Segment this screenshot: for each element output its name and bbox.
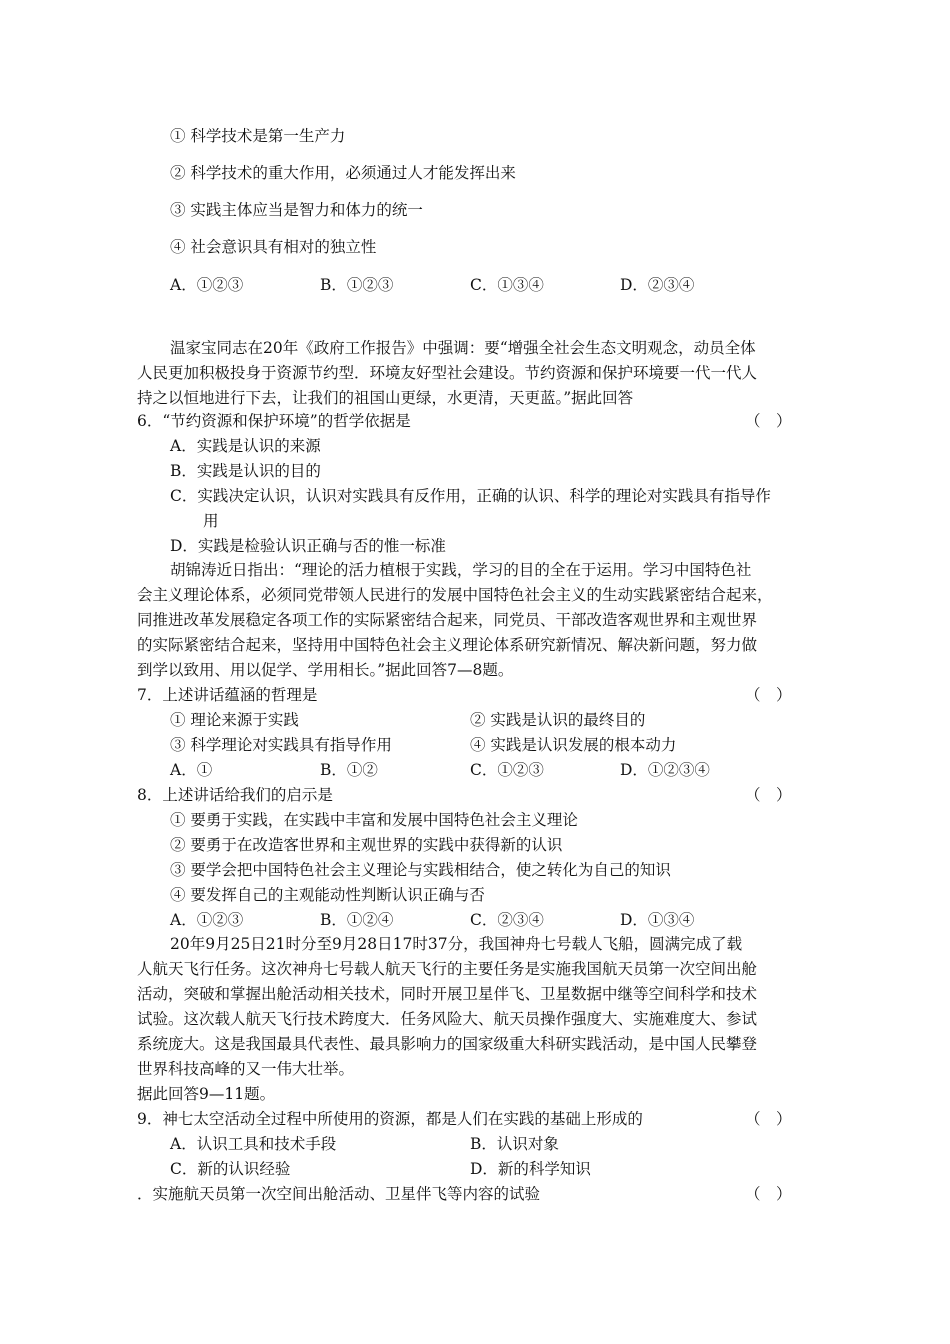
q6-answer-paren: （ ） bbox=[745, 412, 792, 430]
q8-option: ③ 要学会把中国特色社会主义理论与实践相结合，使之转化为自己的知识 bbox=[170, 861, 671, 879]
q7-option-3: ③ 科学理论对实践具有指导作用 bbox=[170, 736, 392, 754]
q6-option: B．实践是认识的目的 bbox=[170, 462, 321, 480]
answer-d: D．②③④ bbox=[620, 276, 695, 294]
q6-option: A．实践是认识的来源 bbox=[170, 437, 321, 455]
q9-option-d: D．新的科学知识 bbox=[470, 1160, 591, 1178]
passage3-line: 系统庞大。这是我国最具代表性、最具影响力的国家级重大科研实践活动，是中国人民攀登 bbox=[137, 1035, 758, 1053]
q8-answer-d: D．①③④ bbox=[620, 911, 695, 929]
q7-option-1: ① 理论来源于实践 bbox=[170, 711, 299, 729]
passage3-line: 据此回答9—11题。 bbox=[137, 1085, 276, 1103]
passage3-line: 人航天飞行任务。这次神舟七号载人航天飞行的主要任务是实施我国航天员第一次空间出舱 bbox=[137, 960, 758, 978]
q9-answer-paren: （ ） bbox=[745, 1110, 792, 1128]
q10-answer-paren: （ ） bbox=[745, 1185, 792, 1203]
passage3-line: 活动，突破和掌握出舱活动相关技术，同时开展卫星伴飞、卫星数据中继等空间科学和技术 bbox=[137, 985, 758, 1003]
q8-option: ④ 要发挥自己的主观能动性判断认识正确与否 bbox=[170, 886, 485, 904]
q7-answer-b: B．①② bbox=[320, 761, 378, 779]
passage3-line: 20年9月25日21时分至9月28日17时37分，我国神舟七号载人飞船，圆满完成了载 bbox=[170, 935, 743, 953]
option-2: ② 科学技术的重大作用，必须通过人才能发挥出来 bbox=[170, 164, 516, 182]
option-3: ③ 实践主体应当是智力和体力的统一 bbox=[170, 201, 423, 219]
passage1-line: 持之以恒地进行下去，让我们的祖国山更绿，水更清，天更蓝。”据此回答 bbox=[137, 389, 634, 407]
q6-stem: 6．“节约资源和保护环境”的哲学依据是 bbox=[137, 412, 411, 430]
passage2-line: 的实际紧密结合起来，坚持用中国特色社会主义理论体系研究新情况、解决新问题，努力做 bbox=[137, 636, 758, 654]
answer-a: A．①②③ bbox=[170, 276, 244, 294]
q8-answer-c: C．②③④ bbox=[470, 911, 544, 929]
passage2-line: 会主义理论体系，必须同党带领人民进行的发展中国特色社会主义的生动实践紧密结合起来， bbox=[137, 586, 773, 604]
q6-option-wrap: 用 bbox=[203, 512, 219, 530]
q6-option: D．实践是检验认识正确与否的惟一标准 bbox=[170, 537, 446, 555]
q8-option: ② 要勇于在改造客世界和主观世界的实践中获得新的认识 bbox=[170, 836, 563, 854]
q8-answer-a: A．①②③ bbox=[170, 911, 244, 929]
q8-answer-b: B．①②④ bbox=[320, 911, 394, 929]
passage2-line: 胡锦涛近日指出：“理论的活力植根于实践，学习的目的全在于运用。学习中国特色社 bbox=[170, 561, 752, 579]
q7-option-4: ④ 实践是认识发展的根本动力 bbox=[470, 736, 677, 754]
q8-option: ① 要勇于实践，在实践中丰富和发展中国特色社会主义理论 bbox=[170, 811, 578, 829]
q7-option-2: ② 实践是认识的最终目的 bbox=[470, 711, 646, 729]
q8-stem: 8．上述讲话给我们的启示是 bbox=[137, 786, 333, 804]
q10-stem: ．实施航天员第一次空间出舱活动、卫星伴飞等内容的试验 bbox=[137, 1185, 541, 1203]
q6-option: C．实践决定认识，认识对实践具有反作用，正确的认识、科学的理论对实践具有指导作 bbox=[170, 487, 771, 505]
q9-option-c: C．新的认识经验 bbox=[170, 1160, 291, 1178]
q9-option-b: B．认识对象 bbox=[470, 1135, 559, 1153]
passage3-line: 试验。这次载人航天飞行技术跨度大．任务风险大、航天员操作强度大、实施难度大、参试 bbox=[137, 1010, 758, 1028]
passage3-line: 世界科技高峰的又一伟大壮举。 bbox=[137, 1060, 355, 1078]
passage2-line: 同推进改革发展稳定各项工作的实际紧密结合起来，同党员、干部改造客观世界和主观世界 bbox=[137, 611, 758, 629]
q7-answer-paren: （ ） bbox=[745, 686, 792, 704]
q9-option-a: A．认识工具和技术手段 bbox=[170, 1135, 337, 1153]
q7-stem: 7．上述讲话蕴涵的哲理是 bbox=[137, 686, 318, 704]
passage1-line: 温家宝同志在20年《政府工作报告》中强调：要“增强全社会生态文明观念，动员全体 bbox=[170, 339, 756, 357]
q7-answer-a: A．① bbox=[170, 761, 213, 779]
answer-b: B．①②③ bbox=[320, 276, 394, 294]
passage2-line: 到学以致用、用以促学、学用相长。”据此回答7—8题。 bbox=[137, 661, 514, 679]
q7-answer-c: C．①②③ bbox=[470, 761, 544, 779]
answer-c: C．①③④ bbox=[470, 276, 544, 294]
option-4: ④ 社会意识具有相对的独立性 bbox=[170, 238, 377, 256]
q9-stem: 9．神七太空活动全过程中所使用的资源，都是人们在实践的基础上形成的 bbox=[137, 1110, 643, 1128]
q8-answer-paren: （ ） bbox=[745, 786, 792, 804]
option-1: ① 科学技术是第一生产力 bbox=[170, 127, 346, 145]
passage1-line: 人民更加积极投身于资源节约型．环境友好型社会建设。节约资源和保护环境要一代一代人 bbox=[137, 364, 758, 382]
q7-answer-d: D．①②③④ bbox=[620, 761, 710, 779]
